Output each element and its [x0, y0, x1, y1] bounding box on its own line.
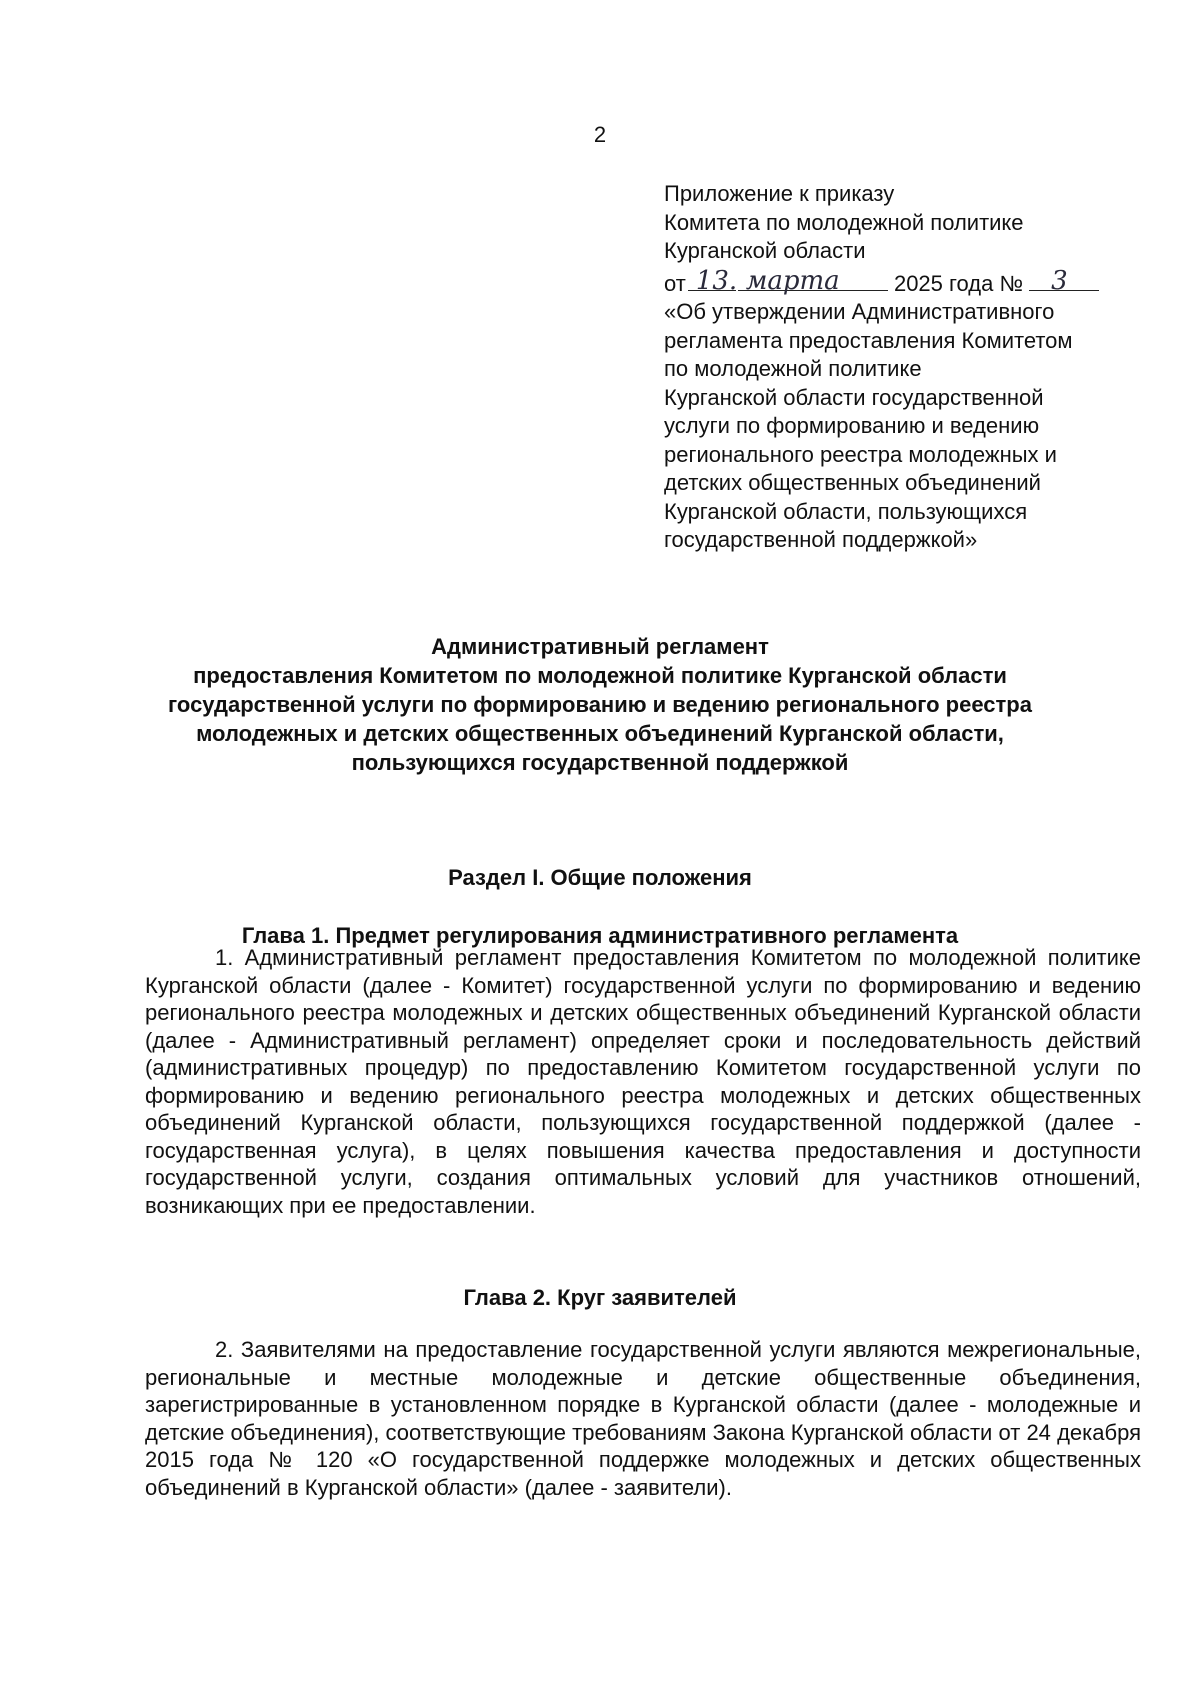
- handwritten-order-number: 3: [1051, 266, 1068, 296]
- title-line: Административный регламент: [431, 634, 769, 659]
- section-title: Раздел I. Общие положения: [448, 865, 752, 890]
- page-number: 2: [593, 122, 607, 147]
- date-day-field: [688, 266, 738, 296]
- date-month-field: [738, 266, 888, 296]
- paragraph-1: 1. Административный регламент предоставления Комитетом по молодежной политике Курганской области (далее - Комитет) государственной услуги по формированию и ведению регионального реестра молодежных и детских общественных объединений Курганской области (далее - Административный регламент) определяет сроки и последовательность действий (административных процедур) по предоставлению Комитетом государственной услуги по формированию и ведению регионального реестра молодежных и детских общественных объединений Курганской области, пользующихся государственной поддержкой (далее - государственная услуга), в целях повышения качества предоставления и доступности государственной услуги, создания оптимальных условий для участников отношений, возникающих при ее предоставлении.: [145, 945, 1141, 1218]
- title-line: молодежных и детских общественных объединений Курганской области,: [196, 721, 1004, 746]
- title-line: предоставления Комитетом по молодежной политике Курганской области: [193, 663, 1007, 688]
- appendix-line: Курганской области государственной: [664, 384, 1044, 410]
- appendix-line: регионального реестра молодежных и: [664, 441, 1057, 467]
- date-year: 2025 года №: [893, 270, 1024, 296]
- chapter-1-title: Глава 1. Предмет регулирования административного регламента: [241, 923, 959, 948]
- appendix-line: государственной поддержкой»: [664, 527, 978, 552]
- appendix-block: [664, 180, 1124, 555]
- handwritten-month: марта: [745, 266, 840, 296]
- appendix-line: Приложение к приказу: [664, 181, 895, 206]
- appendix-line: Комитета по молодежной политике: [664, 209, 1024, 235]
- appendix-line: услуги по формированию и ведению: [664, 413, 1040, 438]
- appendix-line: регламента предоставления Комитетом: [664, 327, 1073, 353]
- appendix-line: детских общественных объединений: [664, 470, 1041, 495]
- appendix-line: «Об утверждении Административного: [664, 299, 1055, 324]
- appendix-date-line: [664, 266, 1124, 299]
- title-line: государственной услуги по формированию и ведению регионального реестра: [168, 692, 1032, 717]
- handwritten-day: 13.: [695, 266, 738, 296]
- appendix-line: Курганской области, пользующихся: [664, 498, 1028, 524]
- appendix-line: Курганской области: [664, 238, 866, 263]
- chapter-2-title: Глава 2. Круг заявителей: [463, 1285, 737, 1310]
- date-prefix: от: [664, 270, 686, 296]
- order-number-field: [1029, 266, 1099, 296]
- title-line: пользующихся государственной поддержкой: [351, 750, 849, 775]
- document-title: [0, 632, 1200, 777]
- appendix-line: по молодежной политике: [664, 356, 922, 381]
- paragraph-2: 2. Заявителями на предоставление государственной услуги являются межрегиональные, региональные и местные молодежные и детские общественные объединения, зарегистрированные в установленном порядке в Курганской области (далее - молодежные и детские объединения), соответствующие требованиям Закона Курганской области от 24 декабря 2015 года № 120 «О государственной поддержке молодежных и детских общественных объединений в Курганской области» (далее - заявители).: [145, 1337, 1141, 1500]
